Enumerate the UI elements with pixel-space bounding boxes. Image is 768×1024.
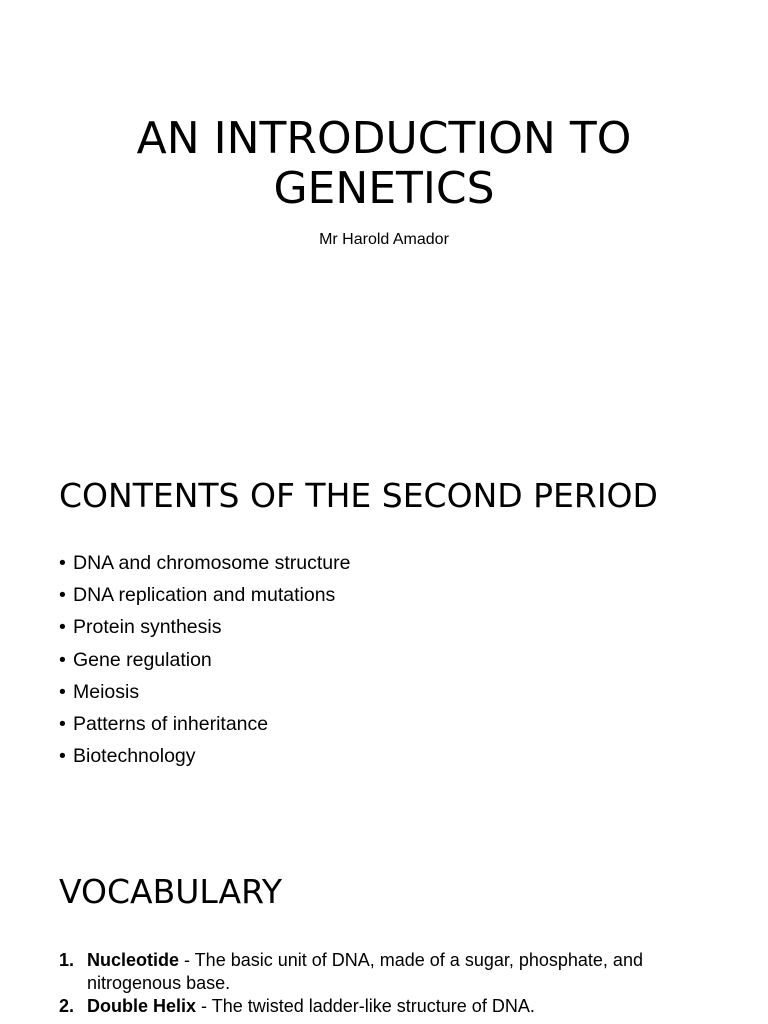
vocabulary-list	[59, 949, 709, 1018]
contents-item	[59, 676, 350, 708]
contents-slide	[0, 430, 768, 850]
title-line-2: GENETICS	[273, 163, 495, 214]
contents-item-label: Meiosis	[73, 680, 140, 703]
vocabulary-term: Double Helix	[87, 996, 197, 1016]
vocabulary-definition: - The basic unit of DNA, made of a sugar, phosphate, and nitrogenous base.	[87, 950, 643, 993]
contents-heading: CONTENTS OF THE SECOND PERIOD	[59, 476, 658, 515]
contents-item	[59, 547, 350, 579]
author-name: Mr Harold Amador	[319, 231, 449, 248]
bullet-icon: •	[59, 713, 66, 736]
vocabulary-definition: - The twisted ladder-like structure of DNA.	[196, 996, 535, 1016]
bullet-icon: •	[59, 584, 66, 607]
contents-item	[59, 740, 350, 772]
contents-item	[59, 579, 350, 611]
vocabulary-term: Nucleotide	[87, 950, 180, 970]
bullet-icon: •	[59, 616, 66, 639]
bullet-icon: •	[59, 648, 66, 671]
item-number: 2.	[59, 996, 75, 1016]
bullet-icon: •	[59, 680, 66, 703]
contents-item-label: Protein synthesis	[73, 616, 222, 639]
contents-item-label: DNA replication and mutations	[73, 584, 336, 607]
title-line-1: AN INTRODUCTION TO	[136, 113, 632, 164]
contents-item-label: Biotechnology	[73, 745, 196, 768]
bullet-icon: •	[59, 745, 66, 768]
item-number: 1.	[59, 950, 75, 970]
contents-item	[59, 644, 350, 676]
vocabulary-slide	[0, 850, 768, 1024]
bullet-icon: •	[59, 552, 66, 574]
contents-item-label: DNA and chromosome structure	[73, 552, 351, 574]
vocabulary-item	[59, 949, 709, 995]
contents-item-label: Patterns of inheritance	[73, 713, 269, 736]
title-slide	[0, 0, 768, 430]
vocabulary-item	[59, 995, 709, 1018]
contents-item	[59, 611, 350, 643]
contents-list	[59, 547, 350, 772]
contents-item-label: Gene regulation	[73, 648, 212, 671]
vocabulary-heading: VOCABULARY	[59, 872, 283, 911]
contents-item	[59, 708, 350, 740]
presentation-title	[0, 114, 768, 214]
